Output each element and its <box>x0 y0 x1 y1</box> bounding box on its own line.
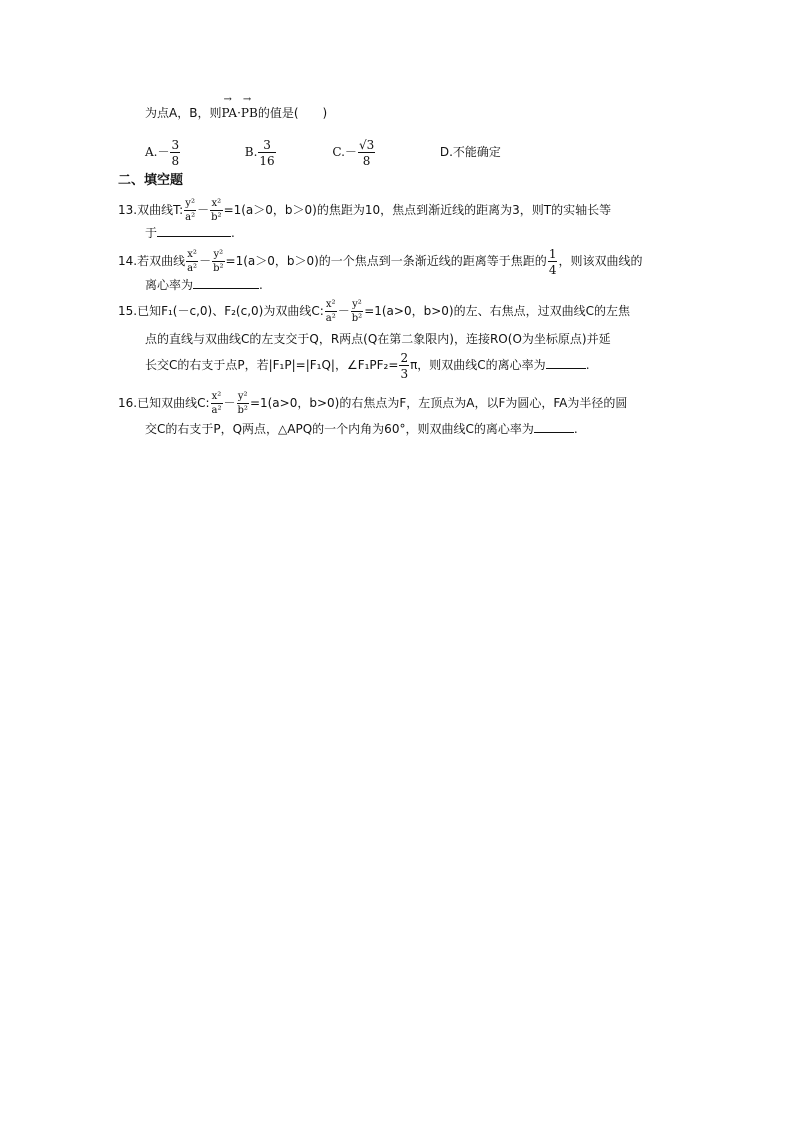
fraction: $\frac{\text{y²}}{\text{a²}}$ <box>185 197 196 223</box>
fraction: $\frac{3}{16}$ <box>259 137 275 168</box>
q15-line2: 点的直线与双曲线C的左支交于Q，R两点(Q在第二象限内)，连接RO(O为坐标原点)并延 <box>145 332 611 346</box>
vector-pb: → PB <box>241 104 258 122</box>
option-d: D.不能确定 <box>439 145 501 159</box>
answer-blank <box>534 420 574 433</box>
fraction: $\frac{\text{y²}}{\text{b²}}$ <box>351 298 363 324</box>
answer-blank <box>157 224 231 237</box>
q14-line1: 14.若双曲线 $\frac{\text{x²}}{\text{a²}}$ － $\frac{\text{y²}}{\text{b²}}$ =1(a＞0，b＞0)的一个焦点到一条渐近线的距离等于焦距的 $\frac{1}{4}$ ，则该双曲线的 <box>118 246 643 277</box>
fraction: $\frac{\text{y²}}{\text{b²}}$ <box>237 390 248 416</box>
fraction: $\frac{\text{x²}}{\text{b²}}$ <box>211 197 222 223</box>
fraction: $\frac{\text{x²}}{\text{a²}}$ <box>187 248 198 274</box>
q16-line1: 16.已知双曲线C: $\frac{\text{x²}}{\text{a²}}$ － $\frac{\text{y²}}{\text{b²}}$ =1(a>0，b>0)的右焦点为F，左顶点为A，以F为圆心，FA为半径的圆 <box>118 390 628 416</box>
section-heading: 二、填空题 <box>118 173 184 188</box>
answer-blank <box>546 356 586 369</box>
fraction: $\frac{√3}{8}$ <box>358 137 375 168</box>
q15-line3: 长交C的右支于点P，若|F₁P|=|F₁Q|，∠F₁PF₂= $\frac{2}{3}$ π，则双曲线C的离心率为 . <box>145 350 590 381</box>
fraction: $\frac{\text{x²}}{\text{a²}}$ <box>211 390 222 416</box>
option-a: A.－ $\frac{3}{8}$ <box>145 137 180 168</box>
fraction: $\frac{2}{3}$ <box>400 350 409 381</box>
option-c: C.－ $\frac{√3}{8}$ <box>332 137 375 168</box>
q16-line2: 交C的右支于P，Q两点，△APQ的一个内角为60°，则双曲线C的离心率为 . <box>145 422 578 436</box>
q13-line2: 于 . <box>145 226 235 240</box>
q15-line1: 15.已知F₁(－c,0)、F₂(c,0)为双曲线C: $\frac{\text{x²}}{\text{a²}}$ － $\frac{\text{y²}}{\text{b²}}$ =1(a>0，b>0)的左、右焦点，过双曲线C的左焦 <box>118 298 630 324</box>
fraction: $\frac{\text{y²}}{\text{b²}}$ <box>213 248 224 274</box>
q14-line2: 离心率为 . <box>145 278 263 292</box>
fraction: $\frac{3}{8}$ <box>171 137 180 168</box>
fraction: $\frac{1}{4}$ <box>548 246 557 277</box>
answer-blank <box>193 276 259 289</box>
option-b: B. $\frac{3}{16}$ <box>244 137 275 168</box>
vector-pa: → PA <box>221 104 237 122</box>
q12-stem: 为点A，B，则→ PA·→ PB的值是( ) <box>145 104 327 122</box>
fraction: $\frac{\text{x²}}{\text{a²}}$ <box>325 298 336 324</box>
q13-line1: 13.双曲线T: $\frac{\text{y²}}{\text{a²}}$ － $\frac{\text{x²}}{\text{b²}}$ =1(a＞0，b＞0)的焦距为10，焦点到渐近线的距离为3，则T的实轴长等 <box>118 197 612 223</box>
q12-options <box>145 136 501 168</box>
